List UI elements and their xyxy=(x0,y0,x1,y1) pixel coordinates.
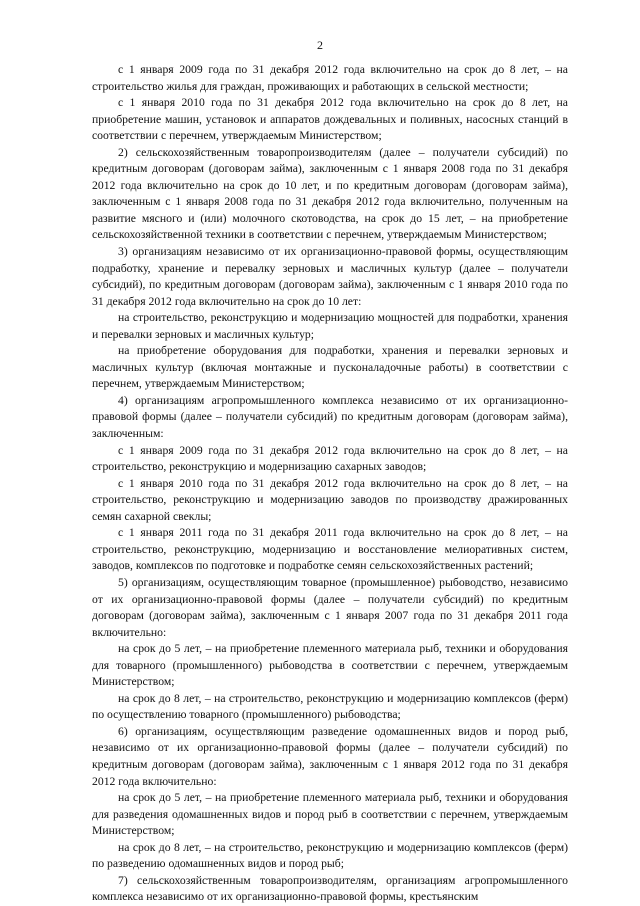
paragraph: 5) организациям, осуществляющим товарное (промышленное) рыбоводство, независимо от их организационно-правовой формы (далее – получатели субсидий) по кредитным договорам (договорам займа), заключенным с 1 января 2007 года по 31 декабря 2011 года включительно: xyxy=(92,575,568,639)
paragraph: с 1 января 2011 года по 31 декабря 2011 года включительно на срок до 8 лет, – на строительство, реконструкцию, модернизацию и восстановление мелиоративных систем, заводов, комплексов по подготовке и подработке семян сельскохозяйственных растений; xyxy=(92,526,568,573)
paragraph: 3) организациям независимо от их организационно-правовой формы, осуществляющим подработку, хранение и перевалку зерновых и масличных культур (далее – получатели субсидий), по кредитным договорам (договорам займа), заключенным с 1 января 2010 года по 31 декабря 2012 года включительно на срок до 10 лет: xyxy=(92,245,568,308)
paragraph: на срок до 5 лет, – на приобретение племенного материала рыб, техники и оборудования для товарного (промышленного) рыбоводства в соответствии с перечнем, утверждаемым Министерством; xyxy=(92,642,568,689)
paragraph: с 1 января 2009 года по 31 декабря 2012 года включительно на срок до 8 лет, – на строительство жилья для граждан, проживающих и работающих в сельской местности; xyxy=(92,63,568,93)
paragraph: 7) сельскохозяйственным товаропроизводителям, организациям агропромышленного комплекса независимо от их организационно-правовой формы, крестьянским xyxy=(92,873,568,904)
paragraph: с 1 января 2010 года по 31 декабря 2012 года включительно на срок до 8 лет, на приобретение машин, установок и аппаратов дождевальных и поливных, насосных станций в соответствии с перечнем, утверждаемым Министерством; xyxy=(92,96,568,143)
page-number: 2 xyxy=(317,38,323,52)
paragraph: 4) организациям агропромышленного комплекса независимо от их организационно-правовой формы (далее – получатели субсидий) по кредитным договорам (договорам займа), заключенным: xyxy=(92,393,568,441)
paragraph: на срок до 8 лет, – на строительство, реконструкцию и модернизацию комплексов (ферм) по осуществлению товарного (промышленного) рыбоводства; xyxy=(92,691,568,722)
paragraph: на строительство, реконструкцию и модернизацию мощностей для подработки, хранения и перевалки зерновых и масличных культур; xyxy=(92,311,568,341)
paragraph: на срок до 5 лет, – на приобретение племенного материала рыб, техники и оборудования для разведения одомашненных видов и пород рыб в соответствии с перечнем, утверждаемым Министерством; xyxy=(92,791,568,838)
document-body xyxy=(92,62,568,906)
paragraph: 6) организациям, осуществляющим разведение одомашненных видов и пород рыб, независимо от их организационно-правовой формы (далее – получатели субсидий) по кредитным договорам (договорам займа), заключенным с 1 января 2012 года по 31 декабря 2012 года включительно: xyxy=(92,724,568,788)
paragraph: 2) сельскохозяйственным товаропроизводителям (далее – получатели субсидий) по кредитным договорам (договорам займа), заключенным с 1 января 2008 года по 31 декабря 2012 года включительно на срок до 10 лет, и по кредитным договорам (договорам займа), заключенным с 1 января 2008 года по 31 декабря 2012 года включительно, полученным на развитие мясного и (или) молочного скотоводства, на срок до 15 лет, – на приобретение сельскохозяйственной техники в соответствии с перечнем, утверждаемым Министерством; xyxy=(92,145,568,242)
paragraph: на приобретение оборудования для подработки, хранения и перевалки зерновых и масличных культур (включая монтажные и пусконаладочные работы) в соответствии с перечнем, утверждаемым Министерством; xyxy=(92,344,568,391)
paragraph: на срок до 8 лет, – на строительство, реконструкцию и модернизацию комплексов (ферм) по разведению одомашненных видов и пород рыб; xyxy=(92,840,568,871)
paragraph: с 1 января 2009 года по 31 декабря 2012 года включительно на срок до 8 лет, – на строительство, реконструкцию и модернизацию сахарных заводов; xyxy=(92,443,568,474)
paragraph: с 1 января 2010 года по 31 декабря 2012 года включительно на срок до 8 лет, – на строительство, реконструкцию и модернизацию заводов по производству дражированных семян сахарной свеклы; xyxy=(92,476,568,523)
